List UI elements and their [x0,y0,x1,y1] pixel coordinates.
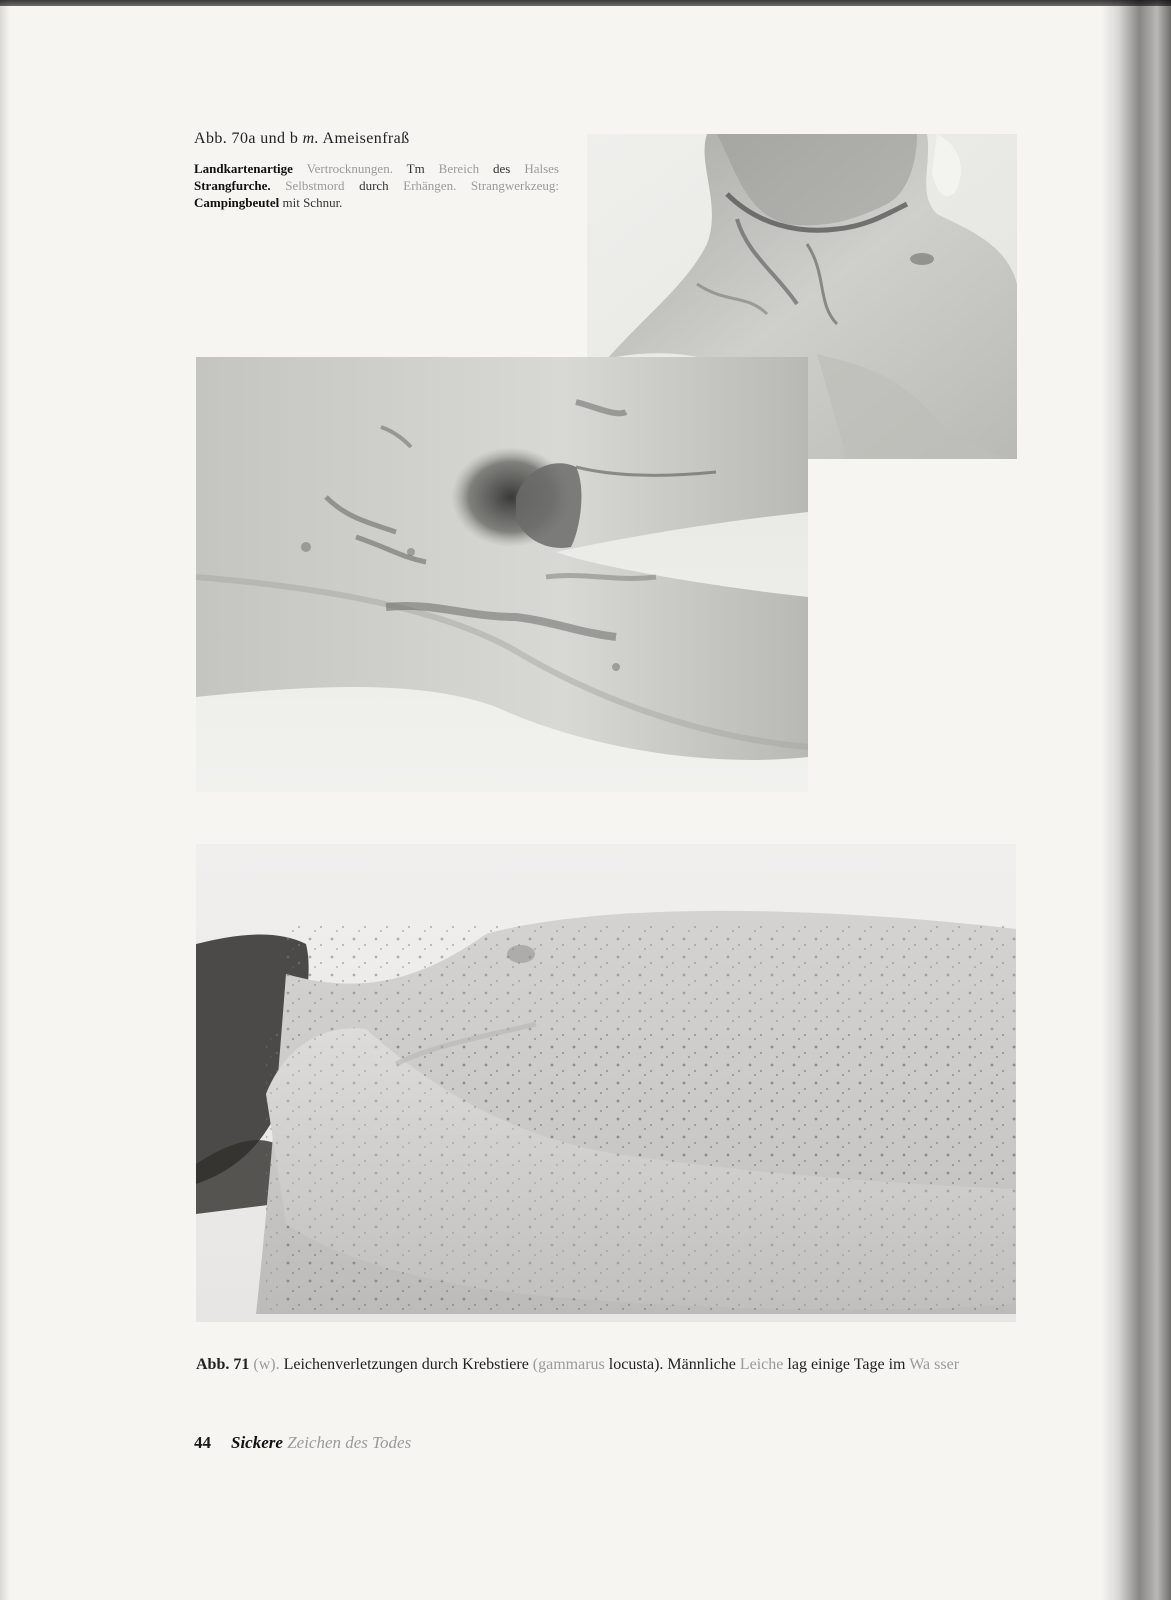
caption-70-part: Selbstmord [270,178,345,193]
running-head-bold: Sickere [231,1433,283,1452]
caption-71-part: (w). [249,1356,280,1373]
caption-figure-70-title-prefix: Abb. 70a und b [194,130,303,147]
book-spine-shadow [1101,0,1171,1600]
caption-70-part: mit Schnur. [279,195,343,210]
caption-71-part: Leiche [735,1356,784,1373]
caption-70-part: Bereich [424,161,480,176]
caption-figure-70-title-italic: m. [302,130,320,147]
caption-70-part: Strangwerkzeug: [456,178,559,193]
caption-70-part: Erhängen. [388,178,457,193]
caption-figure-70-body [194,160,559,211]
caption-70-part: Vertrocknungen. [292,161,393,176]
running-footer [194,1433,411,1453]
caption-figure-70-title [194,130,559,148]
caption-70-part: durch [344,178,389,193]
caption-70-part: Campingbeutel [194,195,280,210]
running-head-faint: Zeichen des Todes [282,1433,412,1452]
caption-figure-70-title-suffix: Ameisenfraß [319,130,410,147]
caption-70-part: Strangfurche. [194,178,271,193]
photo-figure-70b-thigh [196,357,808,792]
caption-70-part: Halses [510,161,559,176]
running-head [231,1433,411,1452]
page-left-edge [0,0,10,1600]
caption-71-part: (gammarus [528,1356,605,1373]
caption-70-part: Landkartenartige [194,161,293,176]
caption-71-part: Wa sser [905,1356,960,1373]
page-top-edge [0,0,1171,6]
caption-figure-71 [196,1353,1016,1376]
caption-70-part: Tm [392,161,425,176]
photo-figure-71-torso [196,844,1016,1322]
caption-70-part: des [479,161,511,176]
caption-figure-70 [194,130,559,211]
caption-figure-71-label: Abb. 71 [196,1356,250,1373]
page-number: 44 [194,1433,211,1452]
caption-71-part: locusta). Männliche [604,1356,736,1373]
caption-71-part: lag einige Tage im [783,1356,906,1373]
caption-71-part: Leichenverletzungen durch Krebstiere [279,1356,529,1373]
